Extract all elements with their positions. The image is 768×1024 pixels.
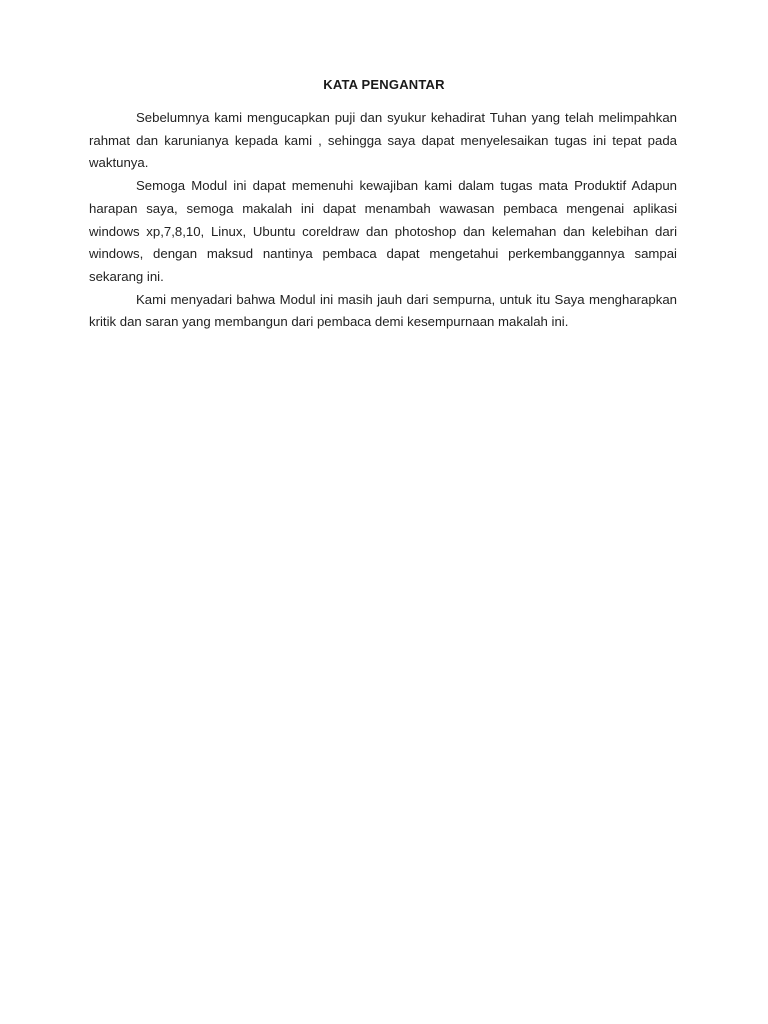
paragraph-1: Sebelumnya kami mengucapkan puji dan syukur kehadirat Tuhan yang telah melimpahkan rahmat dan karunianya kepada kami , sehingga saya dapat menyelesaikan tugas ini tepat pada waktunya. [89, 110, 677, 171]
document-body [89, 107, 677, 334]
paragraph-3: Kami menyadari bahwa Modul ini masih jauh dari sempurna, untuk itu Saya mengharapkan kritik dan saran yang membangun dari pembaca demi kesempurnaan makalah ini. [89, 291, 677, 330]
paragraph-2: Semoga Modul ini dapat memenuhi kewajiban kami dalam tugas mata Produktif Adapun harapan saya, semoga makalah ini dapat menambah wawasan pembaca mengenai aplikasi windows xp,7,8,10, Linux, Ubuntu coreldraw dan photoshop dan kelemahan dan kelebihan dari windows, dengan maksud nantinya pembaca dapat mengetahui perkembanggannya sampai sekarang ini. [89, 178, 677, 284]
page-title: KATA PENGANTAR [323, 77, 445, 92]
